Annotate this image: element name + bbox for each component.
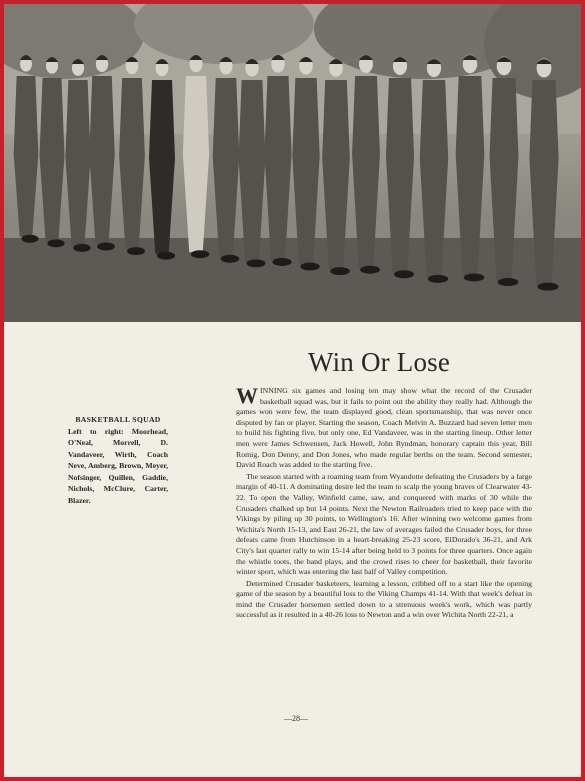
article-paragraph-2: The season started with a roaming team from Wyandotte defeating the Crusaders by a large margin of 40-11. A dominating desire led the team to scalp the young braves of Clearwater 43-22. To open the Valley, Winfield came, saw, and conquered with marks of 30 while the Crusaders chalked up but 14 points. Next the Newton Railroaders tried to keep pace with the Vikings by piling up 30 points, to Wellington's 16. After winning two welcome games from Wichita's North 15-13, and East 26-21, the law of averages failed the Crusader boys, for three defeats came from Hutchinson in a heart-breaking 25-23 score, ElDorado's 36-21, and Ark City's last quarter rally to win 15-14 after being held to 3 points for three quarters. Once again the whistle toots, the band plays, and the crowd rises to cheer for basketball, their favorite winter sport, which was entering the last half of Valley competition. [236,471,532,577]
player-figure [14,55,39,243]
drop-cap: W [236,383,258,408]
article-paragraph-1 [236,383,532,471]
team-photo [4,4,581,322]
article-title: Win Or Lose [308,347,451,377]
yearbook-page [4,4,581,777]
article-paragraph-3: Determined Crusader basketeers, learning a lesson, cribbed off to a start like the opening game of the season by a beautiful loss to the Viking Champs 41-14. With that week's defeat in mind the Crusader horsemen settled down to a strenuous week's work, which was partly successful as it resulted in a 40-26 loss to Newton and a win over Wichita North 22-21, a [236,578,532,620]
page-number: —28— [284,714,308,723]
caption-text: Left to right: Moorhead, O'Neal, Morrell, D. Vandaveer, Wirth, Coach Neve, Amberg, Brown, Meyer, Nofsinger, Quillen, Gaddie, Nichols, McClure, Carter, Blazer. [68,426,168,505]
photo-caption [68,414,168,506]
paragraph-1-text: INNING six games and losing ten may show what the record of the Crusader basketball squad was, but it fails to point out the ability they really had. Although the games won were few, the team displayed good, clean sportsmanship, that was never once disputed by fan or player. Starting the season, Coach Melvin A. Buzzard had seven letter men to build his fighting five, but only one, Ed Vandaveer, was in the starting lineup. Other letter men were James Schwensen, Jack Howell, John Ryndman, honorary captain this year, Bill Romig, Don Denny, and Don Jones, who made regular berths on the team. Second semester, David Roach was added to the starting five. [236,386,532,470]
team-photo-illustration [4,4,581,322]
article-body [236,383,532,621]
caption-heading: BASKETBALL SQUAD [75,415,161,424]
